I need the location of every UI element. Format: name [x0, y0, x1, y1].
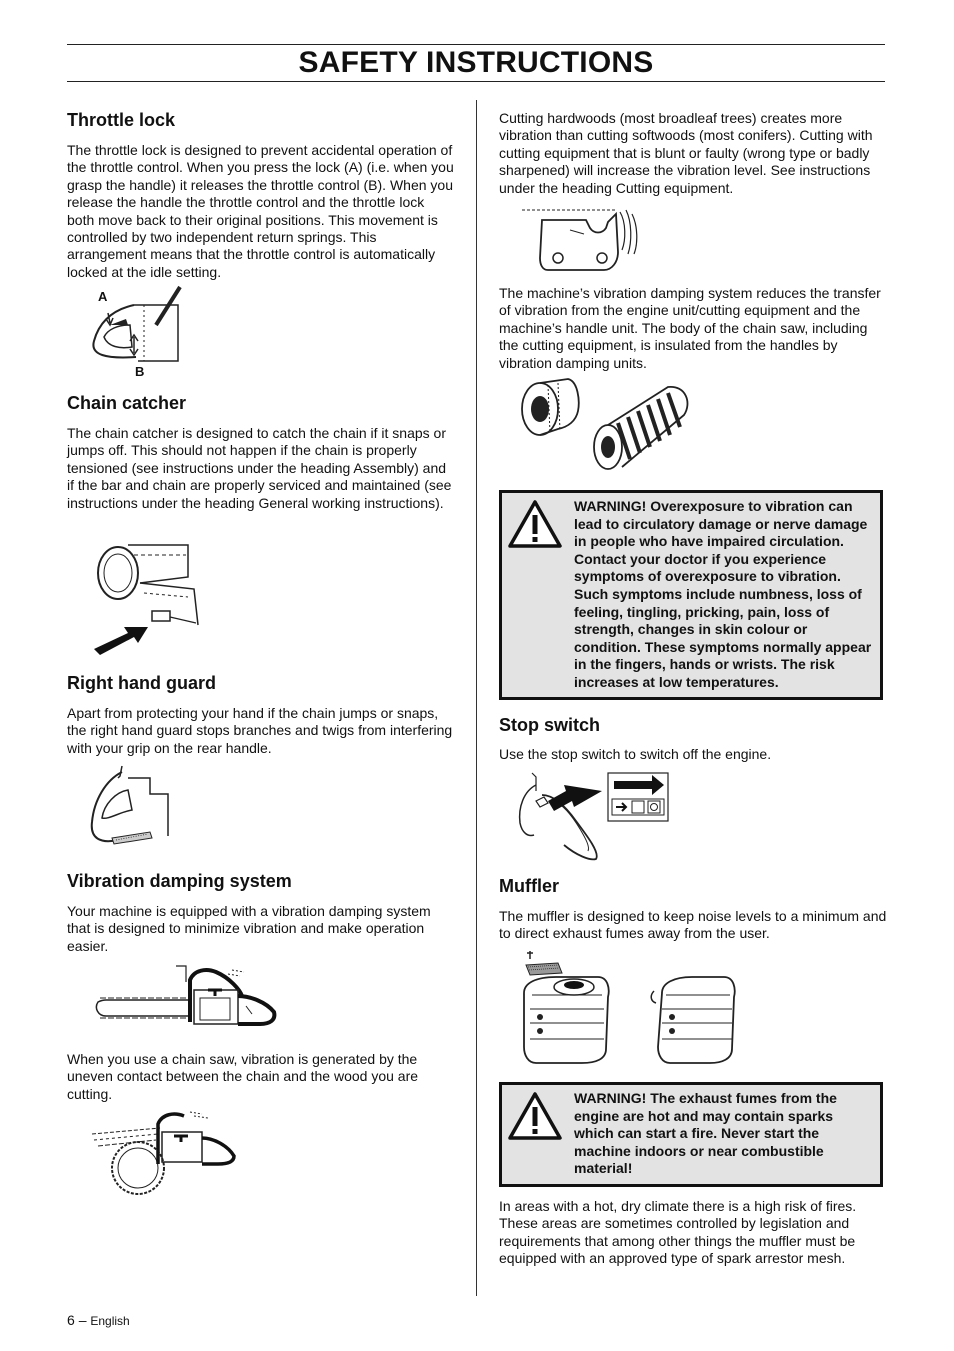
stop-switch-text: Use the stop switch to switch off the engine. — [499, 746, 772, 762]
vibration-warning-box — [499, 490, 883, 700]
stop-switch-heading: Stop switch — [499, 715, 601, 735]
page-footer — [67, 1311, 130, 1330]
muffler-illustration — [516, 949, 740, 1065]
stop-switch-illustration — [514, 771, 670, 861]
muffler-text: The muffler is designed to keep noise levels to a minimum and to direct exhaust fumes away from the user. — [499, 908, 887, 942]
exhaust-warning-box — [499, 1082, 883, 1187]
footer-language: English — [90, 1314, 130, 1328]
chain-catcher-heading: Chain catcher — [67, 393, 187, 413]
right-hand-guard-heading: Right hand guard — [67, 673, 216, 693]
chain-catcher-illustration — [88, 537, 208, 657]
throttle-lock-heading: Throttle lock — [67, 110, 176, 130]
vibration-warning-text: WARNING! Overexposure to vibration can lead to circulatory damage or nerve damage in people who have impaired circulation. Contact your doctor if you experience symptoms of overexposure to vibration. Such symptoms include numbness, loss of feeling, tingling, pricking, pain, loss of strength, changes in skin colour or condition. These symptoms normally appear in the fingers, hands or wrists. The risk increases at low temperatures. — [574, 498, 872, 690]
right-hand-guard-text: Apart from protecting your hand if the chain jumps or snaps, the right hand guard stops branches and twigs from interfering with your grip on the rear handle. — [67, 705, 453, 756]
chainsaw-cutting-illustration — [90, 1108, 240, 1198]
header-rule-bottom — [67, 81, 885, 82]
muffler-heading: Muffler — [499, 876, 559, 896]
label-a: A — [98, 289, 108, 304]
vibration-damping-heading: Vibration damping system — [67, 871, 292, 891]
throttle-lock-illustration — [86, 285, 186, 381]
fire-risk-text: In areas with a hot, dry climate there is a high risk of fires. These areas are sometimes controlled by legislation and requirements that among other things the muffler must be equipped with an approved type of spark arrestor mesh. — [499, 1198, 857, 1267]
cutting-chain-illustration — [520, 200, 642, 274]
right-hand-guard-illustration — [88, 764, 170, 848]
footer-dash: – — [78, 1312, 87, 1328]
chainsaw-side-illustration — [90, 960, 280, 1036]
warning-triangle-icon — [507, 499, 563, 549]
exhaust-warning-text: WARNING! The exhaust fumes from the engine are hot and may contain sparks which can start a fire. Never start the machine indoors or near combustible material! — [574, 1090, 837, 1177]
throttle-lock-text: The throttle lock is designed to prevent accidental operation of the throttle control. When you press the lock (A) (i.e. when you grasp the handle) it releases the throttle control (B). When you release the handle the throttle control and the throttle lock both move back to their original positions. This movement is controlled by two independent return springs. This arrangement means that the throttle control is automatically locked at the idle setting. — [67, 142, 454, 280]
vibration-damping-text-1: Your machine is equipped with a vibration damping system that is designed to minimize vibration and make operation easier. — [67, 903, 431, 954]
warning-triangle-icon — [507, 1091, 563, 1141]
chain-catcher-text: The chain catcher is designed to catch the chain if it snaps or jumps off. This should not happen if the chain is properly tensioned (see instructions under the heading Assembly) and if the bar and chain are properly serviced and maintained (see instructions under the heading General working instructions). — [67, 425, 452, 511]
damping-system-text: The machine’s vibration damping system reduces the transfer of vibration from the engine unit/cutting equipment and the machine’s handle unit. The body of the chain saw, including the cutting equipment, is insulated from the handles by vibration damping units. — [499, 285, 881, 371]
page-title: SAFETY INSTRUCTIONS — [298, 46, 654, 79]
hardwood-vibration-text: Cutting hardwoods (most broadleaf trees) creates more vibration than cutting softwoods (most conifers). Cutting with cutting equipment that is blunt or faulty (wrong type or badly sharpened) will increase the vibration level. See instructions under the heading Cutting equipment. — [499, 110, 873, 196]
label-b: B — [135, 364, 145, 379]
damping-units-illustration — [518, 377, 694, 473]
page-number: 6 — [67, 1312, 75, 1328]
column-divider — [476, 100, 477, 1296]
vibration-damping-text-2: When you use a chain saw, vibration is generated by the uneven contact between the chain and the wood you are cutting. — [67, 1051, 419, 1102]
